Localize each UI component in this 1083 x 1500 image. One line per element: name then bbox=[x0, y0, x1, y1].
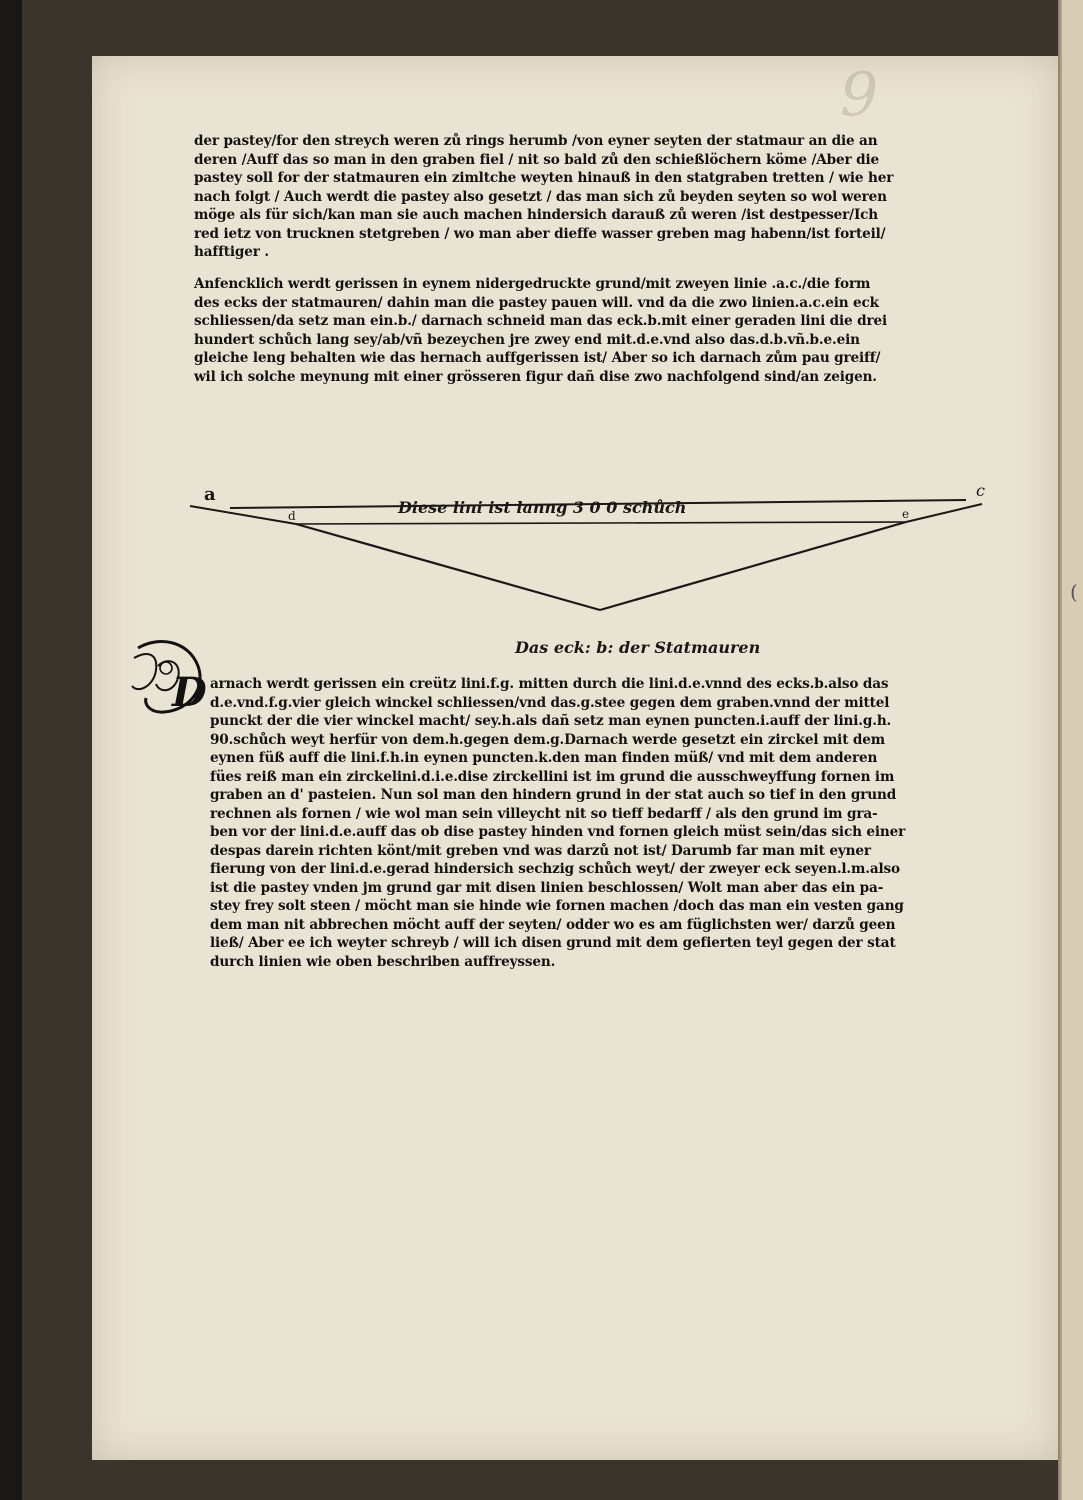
text-line: wil ich solche meynung mit einer grösseren figur dañ dise zwo nachfolgend sind/an zeigen. bbox=[194, 368, 877, 385]
text-line: möge als für sich/kan man sie auch machen hindersich darauß zů weren /ist destpesser/Ich bbox=[194, 207, 879, 223]
text-line: fües reiß man ein zirckelini.d.i.e.dise zirckellini ist im grund die ausschweyffung fornen im bbox=[210, 768, 895, 785]
line-d-e-base bbox=[296, 522, 906, 524]
letter-e: e bbox=[902, 507, 910, 521]
dropcap-letter: D bbox=[172, 669, 207, 716]
letter-a: a bbox=[204, 484, 216, 505]
text-line: despas darein richten könt/mit greben vnd was darzů not ist/ Darumb far man mit eyner bbox=[210, 842, 871, 859]
diagram-label-corner: Das eck: b: der Statmauren bbox=[515, 638, 761, 657]
text-line: graben an d' pasteien. Nun sol man den hindern grund in der stat auch so tief in den grund bbox=[210, 787, 897, 803]
text-line: schliessen/da setz man ein.b./ darnach schneid man das eck.b.mit einer geraden lini die drei bbox=[194, 313, 888, 329]
text-line: dem man nit abbrechen möcht auff der seyten/ odder wo es am füglichsten wer/ darzů geen bbox=[210, 916, 896, 933]
letter-c: c bbox=[976, 481, 985, 500]
text-line: des ecks der statmauren/ dahin man die pastey pauen will. vnd da die zwo linien.a.c.ein eck bbox=[194, 294, 879, 311]
text-line: eynen füß auff die lini.f.h.in eynen puncten.k.den man finden müß/ vnd mit dem anderen bbox=[210, 750, 878, 766]
text-line: hundert schůch lang sey/ab/vñ bezeychen jre zwey end mit.d.e.vnd also das.d.b.vñ.b.e.ein bbox=[194, 331, 860, 348]
letter-d: d bbox=[288, 509, 296, 523]
text-line: 90.schůch weyt herfür von dem.h.gegen dem.g.Darnach werde gesetzt ein zirckel mit dem bbox=[210, 731, 885, 748]
text-line: d.e.vnd.f.g.vier gleich winckel schliessen/vnd das.g.stee gegen dem graben.vnnd der mittel bbox=[210, 694, 890, 711]
text-line: Anfencklich werdt gerissen in eynem nidergedruckte grund/mit zweyen linie .a.c./die form bbox=[194, 276, 871, 292]
text-line: stey frey solt steen / möcht man sie hinde wie fornen machen /doch das man ein vesten gang bbox=[210, 898, 904, 914]
text-line: hafftiger . bbox=[194, 244, 269, 260]
paragraph-1 bbox=[194, 132, 894, 262]
paragraph-2 bbox=[194, 275, 888, 386]
text-line: ben vor der lini.d.e.auff das ob dise pastey hinden vnd fornen gleich müst sein/das sich einer bbox=[210, 824, 906, 840]
bleed-through-page-number: 9 bbox=[840, 60, 879, 130]
text-line: ließ/ Aber ee ich weyter schreyb / will ich disen grund mit dem gefierten teyl gegen der stat bbox=[210, 935, 896, 951]
text-line: ist die pastey vnden jm grund gar mit disen linien beschlossen/ Wolt man aber das ein pa- bbox=[210, 879, 884, 896]
facing-page-mark: ( bbox=[1070, 580, 1078, 604]
bastion-corner-diagram bbox=[100, 420, 1000, 660]
decorative-dropcap bbox=[128, 636, 208, 718]
diagram-label-line-length: Diese lini ist lanng 3 0 0 schůch bbox=[398, 498, 687, 517]
text-line: nach folgt / Auch werdt die pastey also gesetzt / das man sich zů beyden seyten so wol weren bbox=[194, 188, 887, 205]
text-line: pastey soll for der statmauren ein zimltche weyten hinauß in den statgraben tretten / wie her bbox=[194, 170, 894, 186]
text-line: der pastey/for den streych weren zů rings herumb /von eyner seyten der statmaur an die an bbox=[194, 133, 878, 149]
text-line: punckt der die vier winckel macht/ sey.h.als dañ setz man eynen puncten.i.auff der lini.g.h. bbox=[210, 713, 892, 729]
paragraph-3 bbox=[210, 675, 906, 971]
line-e-c bbox=[906, 504, 982, 522]
text-line: rechnen als fornen / wie wol man sein villeycht nit so tieff bedarff / als den grund im gra- bbox=[210, 805, 878, 822]
line-d-b bbox=[296, 524, 600, 610]
text-line: fierung von der lini.d.e.gerad hindersich sechzig schůch weyt/ der zweyer eck seyen.l.m.also bbox=[210, 861, 900, 877]
text-line: deren /Auff das so man in den graben fiel / nit so bald zů den schießlöchern köme /Aber die bbox=[194, 151, 879, 168]
text-line: red ietz von trucknen stetgreben / wo man aber dieffe wasser greben mag habenn/ist forteil/ bbox=[194, 225, 886, 242]
scan-left-border bbox=[0, 0, 22, 1500]
facing-page-edge bbox=[1062, 0, 1083, 1500]
text-line: durch linien wie oben beschriben auffreyssen. bbox=[210, 953, 556, 970]
text-line: gleiche leng behalten wie das hernach auffgerissen ist/ Aber so ich darnach zům pau greiff/ bbox=[194, 350, 881, 366]
line-b-e bbox=[600, 522, 906, 610]
text-line: arnach werdt gerissen ein creütz lini.f.g. mitten durch die lini.d.e.vnnd des ecks.b.also das bbox=[210, 676, 889, 692]
